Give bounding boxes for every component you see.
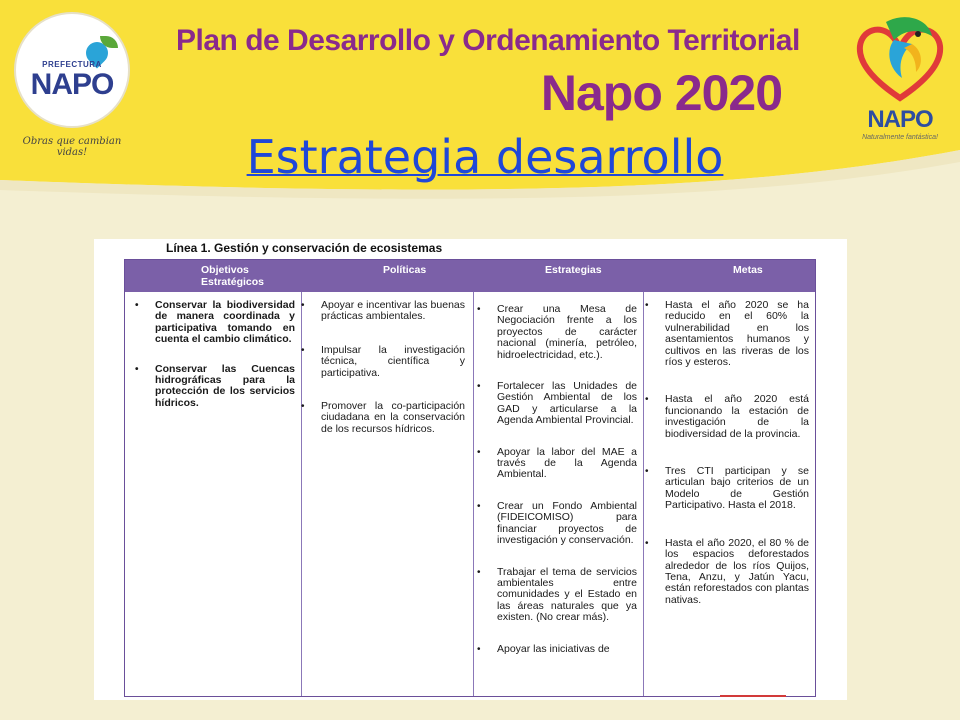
bullet-icon: • — [477, 446, 481, 458]
bullet-icon: • — [645, 537, 649, 549]
list-item: • Tres CTI participan y se articulan bajo criterios de un Modelo de Gestión Participativo. Hasta el 2018. — [645, 465, 809, 512]
list-item: • Conservar la biodiversidad de manera coordinada y participativa tomando en cuenta el cambio climático. — [135, 299, 295, 346]
list-item: • Fortalecer las Unidades de Gestión Ambiental de los GAD y articularse a la Agenda Ambiental Provincial. — [477, 380, 637, 427]
list-item: • Crear una Mesa de Negociación frente a los proyectos de carácter nacional (minería, petróleo, hidroelectricidad, etc.). — [477, 303, 637, 361]
estrategia-desarrollo-link[interactable]: Estrategia desarrollo — [246, 130, 724, 184]
bullet-icon: • — [301, 344, 305, 356]
document-title: Línea 1. Gestión y conservación de ecosistemas — [166, 241, 443, 255]
plan-subtitle: Napo 2020 — [540, 65, 782, 121]
list-item: • Trabajar el tema de servicios ambientales entre comunidades y el Estado en las áreas naturales que ya existen. (No crear más). — [477, 565, 637, 624]
politicas-column — [295, 300, 465, 457]
objetivos-column — [129, 300, 295, 427]
list-item: • Apoyar la labor del MAE a través de la Agenda Ambiental. — [477, 445, 637, 481]
bullet-icon: • — [645, 466, 649, 478]
list-item: • Hasta el año 2020 se ha reducido en el 60% la vulnerabilidad en los asentamientos humanos y cultivos en las riveras de los ríos y esteros. — [645, 299, 809, 369]
column-header-politicas: Políticas — [383, 264, 427, 276]
parrot-icon — [846, 12, 954, 108]
list-item: • Crear un Fondo Ambiental (FIDEICOMISO) para financiar proyectos de investigación y conservación. — [477, 499, 637, 547]
bullet-icon: • — [477, 381, 481, 393]
bullet-icon: • — [477, 643, 481, 655]
list-item: • Apoyar e incentivar las buenas prácticas ambientales. — [301, 299, 465, 323]
bullet-icon: • — [301, 300, 305, 311]
list-item: • Hasta el año 2020 está funcionando la estación de investigación de la biodiversidad de la provincia. — [645, 393, 809, 440]
strategy-table — [124, 259, 816, 697]
bullet-icon: • — [477, 500, 481, 512]
logo-right-tagline: Naturalmente fantástica! — [862, 134, 938, 141]
list-item: • Conservar las Cuencas hidrográficas para la protección de los servicios hídricos. — [135, 362, 295, 409]
column-header-metas: Metas — [733, 264, 763, 276]
bullet-icon: • — [477, 566, 481, 578]
document-image — [94, 239, 847, 700]
bullet-icon: • — [301, 401, 305, 413]
red-underline — [720, 695, 786, 697]
logo-label-top: PREFECTURA — [42, 60, 102, 69]
bullet-icon: • — [135, 363, 139, 375]
logo-label-main: NAPO — [30, 68, 114, 101]
plan-title: Plan de Desarrollo y Ordenamiento Territorial — [176, 24, 800, 57]
slide-heading — [0, 130, 960, 184]
bullet-icon: • — [477, 304, 481, 315]
logo-right-label: NAPO — [867, 106, 933, 133]
logo-slogan: Obras que cambian vidas! — [22, 136, 122, 158]
bullet-icon: • — [645, 394, 649, 406]
list-item: • Promover la co-participación ciudadana en la conservación de los recursos hídricos. — [301, 400, 465, 435]
table-header — [125, 260, 815, 292]
list-item: • Hasta el año 2020, el 80 % de los espacios deforestados alrededor de los ríos Quijos, Tena, Anzu, y Jatún Yacu, están reforestados con plantas nativas. — [645, 536, 809, 606]
list-item: • Apoyar las iniciativas de — [477, 642, 610, 655]
column-header-objetivos: Objetivos Estratégicos — [201, 264, 265, 288]
estrategias-column — [471, 304, 637, 675]
bullet-icon: • — [135, 300, 139, 311]
list-item: • Impulsar la investigación técnica, científica y participativa. — [301, 343, 465, 379]
metas-column — [639, 300, 809, 632]
column-header-estrategias: Estrategias — [545, 264, 602, 276]
bullet-icon: • — [645, 300, 649, 311]
